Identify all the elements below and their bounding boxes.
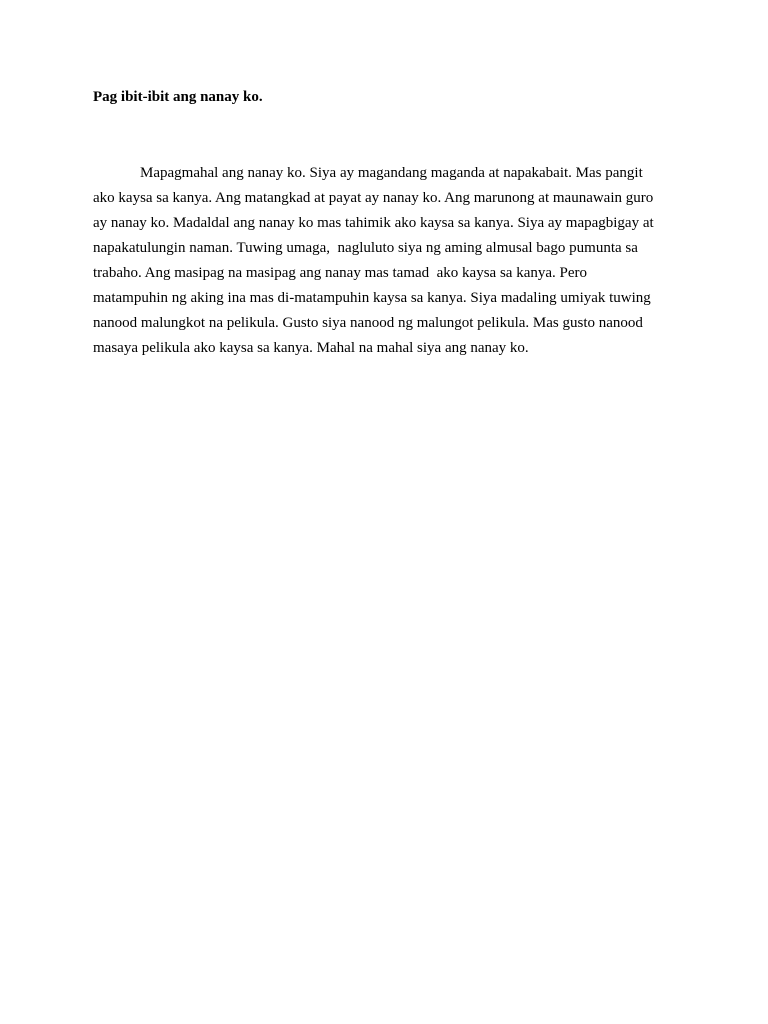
document-title: Pag ibit-ibit ang nanay ko. — [93, 89, 263, 105]
paragraph-line: trabaho. Ang masipag na masipag ang nanay mas tamad ako kaysa sa kanya. Pero — [93, 265, 588, 281]
paragraph-line: matampuhin ng aking ina mas di-matampuhin kaysa sa kanya. Siya madaling umiyak tuwing — [93, 290, 651, 306]
paragraph-line: ay nanay ko. Madaldal ang nanay ko mas tahimik ako kaysa sa kanya. Siya ay mapagbigay at — [93, 215, 654, 231]
paragraph-line: nanood malungkot na pelikula. Gusto siya nanood ng malungot pelikula. Mas gusto nanood — [93, 315, 643, 331]
body-paragraph — [93, 161, 683, 361]
paragraph-line: ako kaysa sa kanya. Ang matangkad at payat ay nanay ko. Ang marunong at maunawain guro — [93, 190, 654, 206]
paragraph-line: Mapagmahal ang nanay ko. Siya ay magandang maganda at napakabait. Mas pangit — [140, 165, 643, 181]
paragraph-line: napakatulungin naman. Tuwing umaga, nagluluto siya ng aming almusal bago pumunta sa — [93, 240, 638, 256]
paragraph-line: masaya pelikula ako kaysa sa kanya. Mahal na mahal siya ang nanay ko. — [93, 340, 529, 356]
